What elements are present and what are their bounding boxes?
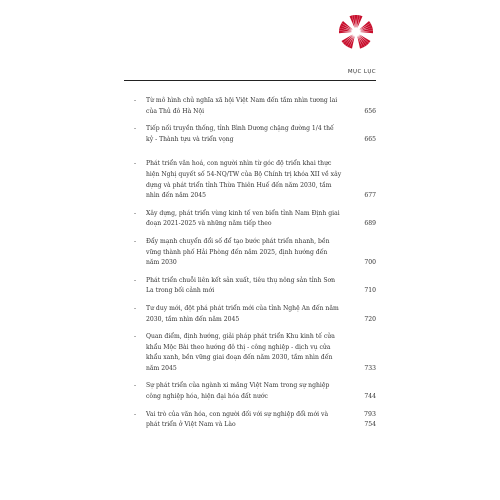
toc-entry[interactable]	[124, 159, 376, 201]
toc-entry-page: 744	[364, 393, 376, 401]
header-divider	[124, 80, 376, 81]
toc-entry-page: 677	[364, 192, 376, 200]
toc-bullet: -	[134, 97, 137, 104]
toc-entry-title: Phát triển văn hoá, con người nhìn từ góc độ triển khai thực hiện Nghị quyết số 54-NQ/TW của Bộ Chính trị khóa XII về xây dựng và phát triển tỉnh Thừa Thiên Huế đến năm 2030, tầm nhìn đến năm 2045	[146, 160, 342, 200]
toc-entry[interactable]	[124, 304, 376, 325]
toc-bullet: -	[134, 160, 137, 168]
page-number: 793	[363, 411, 376, 418]
toc-bullet: -	[134, 237, 137, 245]
publisher-logo-icon	[336, 12, 376, 52]
toc-entry-title: Sự phát triển của ngành xi măng Việt Nam trong sự nghiệp công nghiệp hóa, hiện đại hóa đất nước	[146, 382, 330, 401]
toc-bullet: -	[134, 304, 137, 312]
toc-entry-title: Quan điểm, định hướng, giải pháp phát triển Khu kinh tế cửa khẩu Mộc Bài theo hướng đô thị - công nghiệp - dịch vụ cửa khẩu xanh, bền vững giai đoạn đến năm 2030, tầm nhìn đến năm 2045	[146, 333, 335, 372]
toc-entry-page: 754	[364, 421, 376, 429]
toc-entry-title: Đẩy mạnh chuyển đổi số để tạo bước phát triển nhanh, bền vững thành phố Hải Phòng đến năm 2025, định hướng đến năm 2030	[146, 237, 330, 267]
toc-entry-title: Phát triển chuỗi liên kết sản xuất, tiêu thụ nông sản tỉnh Sơn La trong bối cảnh mới	[146, 276, 336, 295]
toc-entry-title: Từ mô hình chủ nghĩa xã hội Việt Nam đến tầm nhìn tương lai của Thủ đô Hà Nội	[146, 97, 338, 115]
toc-entry[interactable]	[124, 209, 376, 230]
toc-entry-title: Tư duy mới, đột phá phát triển mới của tỉnh Nghệ An đến năm 2030, tầm nhìn đến năm 2045	[146, 304, 339, 323]
toc-entry[interactable]	[124, 96, 376, 117]
toc-entry-page: 733	[364, 364, 376, 372]
toc-entry[interactable]	[124, 237, 376, 269]
toc-entry[interactable]	[124, 276, 376, 297]
toc-bullet: -	[134, 410, 137, 418]
toc-entry[interactable]	[124, 381, 376, 402]
table-of-contents	[124, 96, 376, 431]
toc-bullet: -	[134, 209, 137, 217]
toc-entry[interactable]	[124, 332, 376, 374]
toc-entry-title: Tiếp nối truyền thống, tỉnh Bình Dương chặng đường 1/4 thế kỷ - Thành tựu và triển vọng	[146, 125, 334, 143]
toc-entry-page: 700	[364, 259, 376, 267]
toc-bullet: -	[134, 333, 137, 341]
toc-entry-page: 720	[364, 315, 376, 323]
toc-entry[interactable]	[124, 124, 376, 145]
toc-entry-page: 665	[364, 135, 376, 143]
page-header-title: MỤC LỤC	[347, 69, 376, 75]
toc-entry-page: 689	[364, 220, 376, 228]
toc-bullet: -	[134, 276, 137, 284]
toc-entry-title: Vai trò của văn hóa, con người đối với sự nghiệp đổi mới và phát triển ở Việt Nam và Lào	[146, 410, 329, 429]
toc-entry-page: 656	[364, 107, 376, 115]
toc-bullet: -	[134, 125, 137, 133]
toc-entry[interactable]	[124, 410, 376, 431]
toc-bullet: -	[134, 382, 137, 390]
toc-entry-title: Xây dựng, phát triển vùng kinh tế ven biển tỉnh Nam Định giai đoạn 2021-2025 và những năm tiếp theo	[146, 209, 340, 228]
toc-entry-page: 710	[364, 287, 376, 295]
